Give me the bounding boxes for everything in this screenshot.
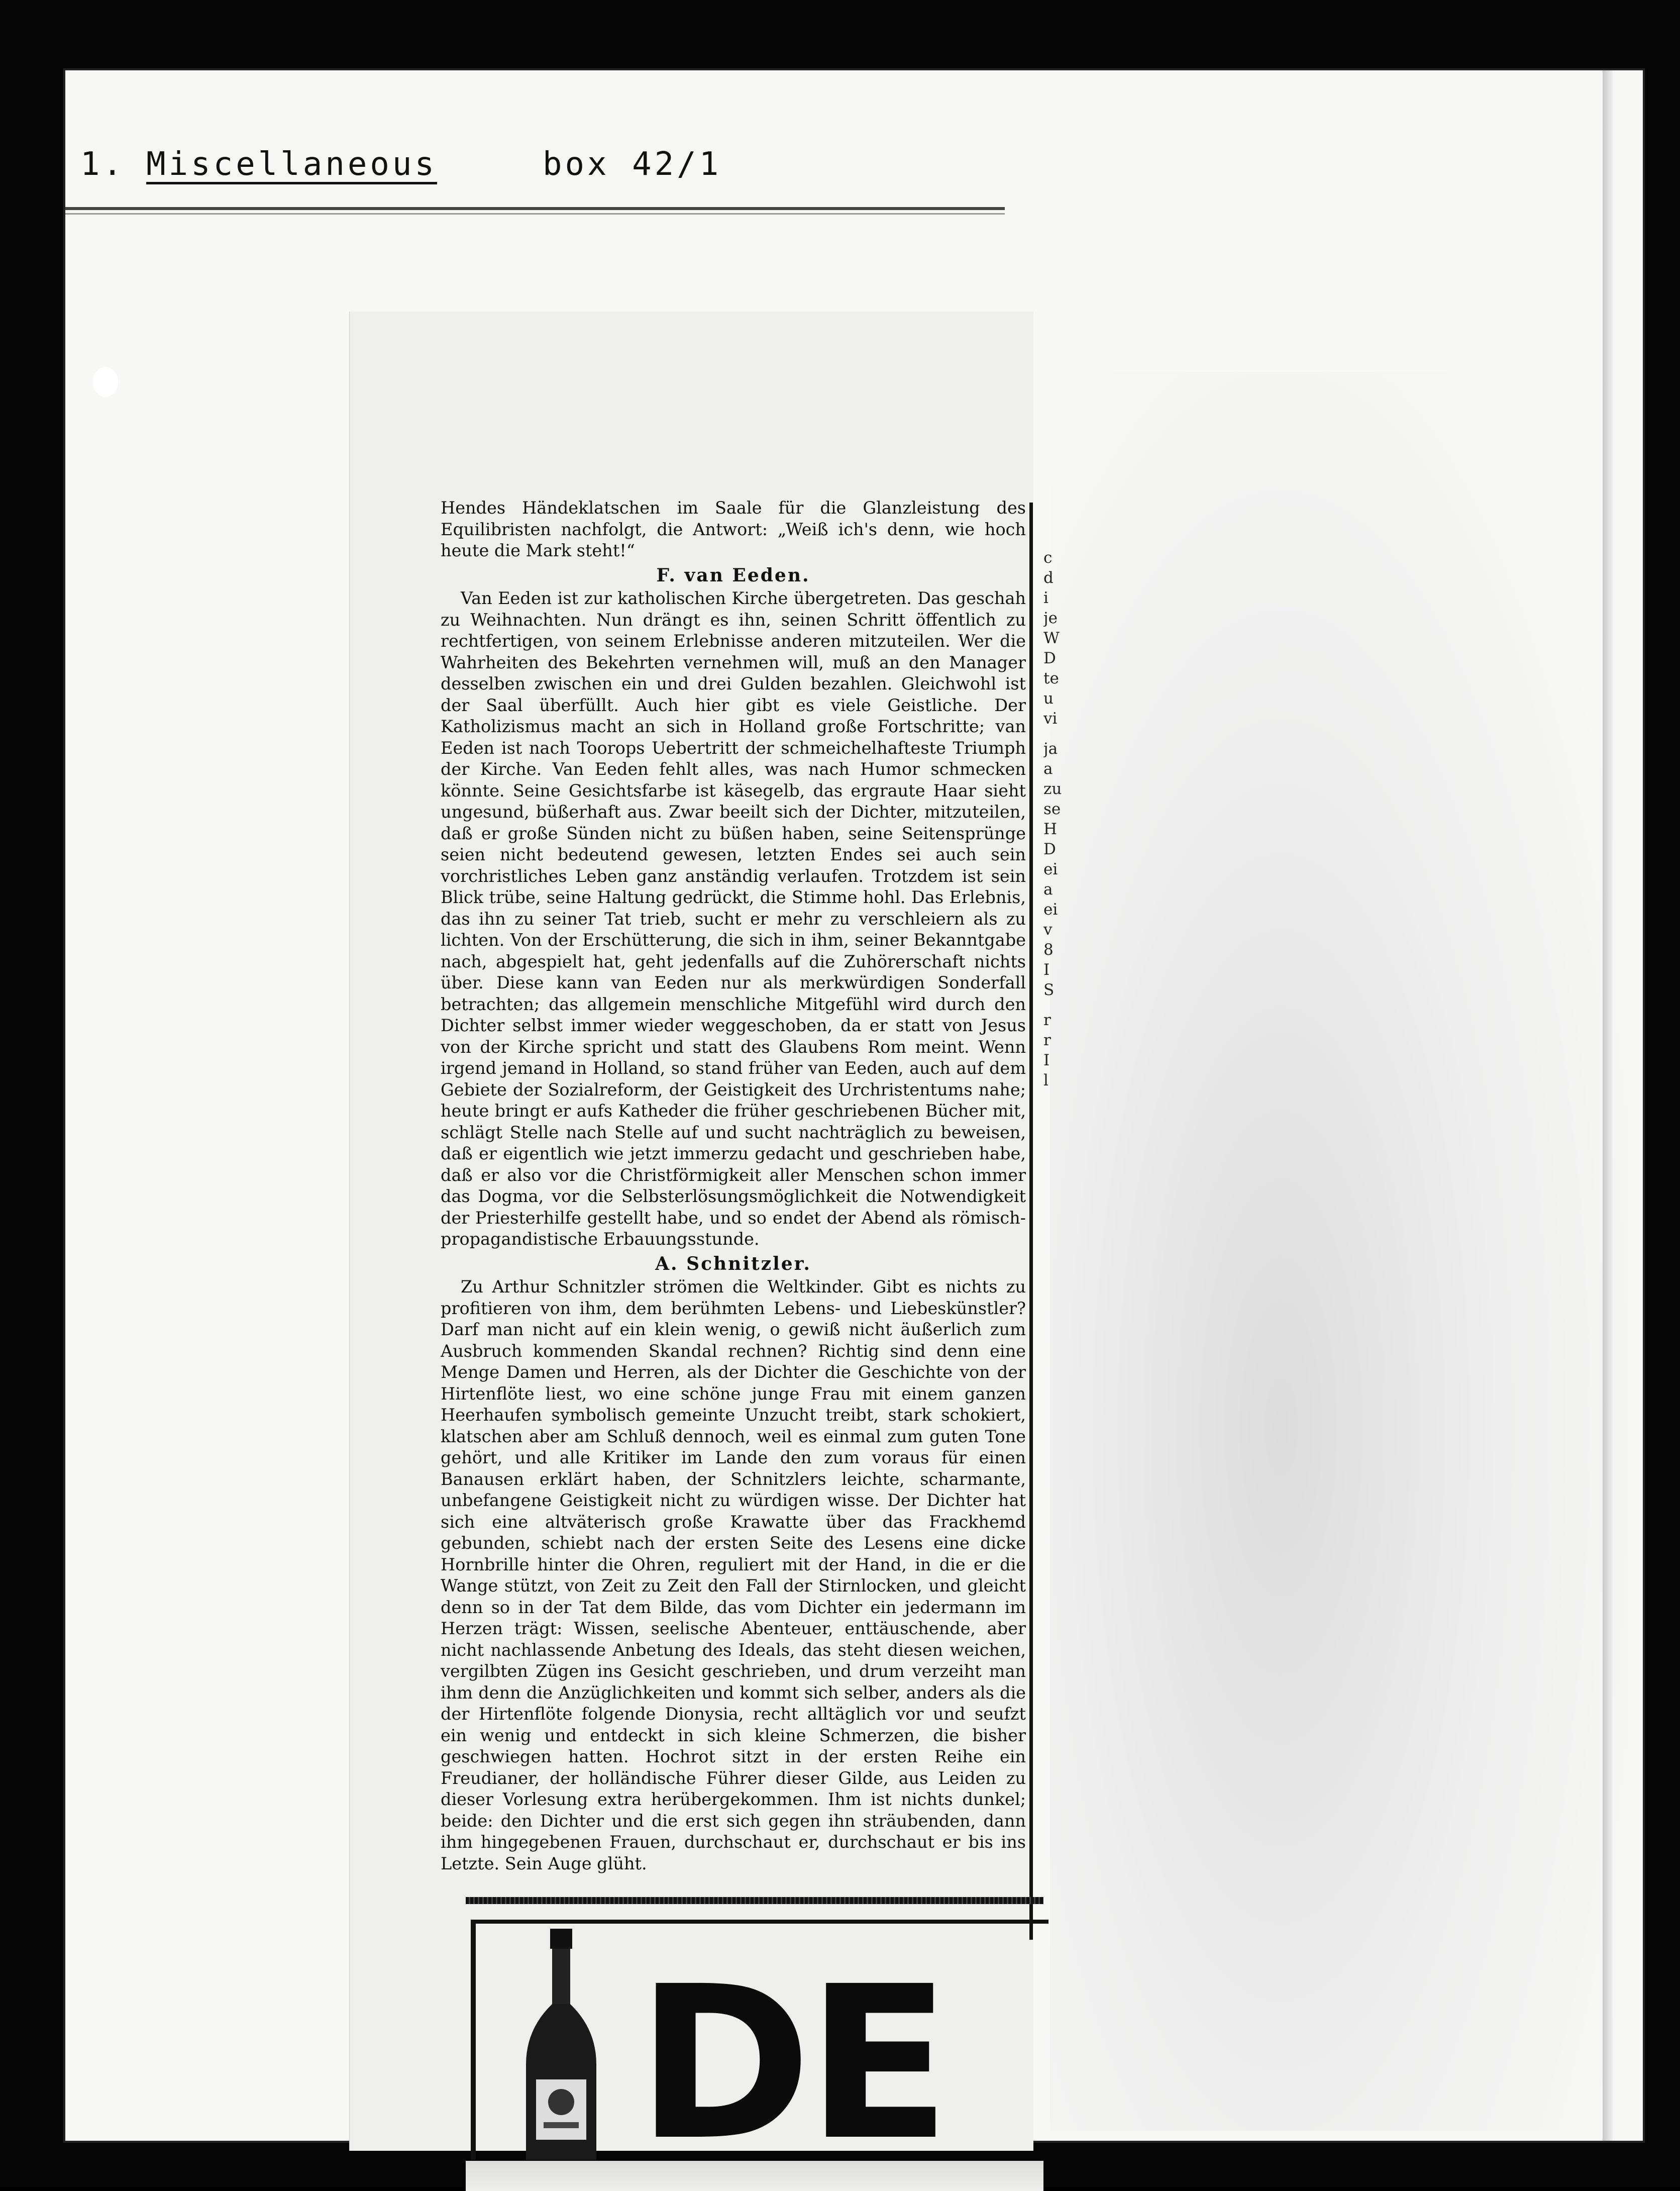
column-rule bbox=[1029, 503, 1033, 1940]
advertisement-headline: DE bbox=[637, 1941, 946, 2160]
fragment-text: D bbox=[1043, 840, 1056, 858]
section-heading-van-eeden: F. van Eeden. bbox=[656, 564, 810, 586]
fragment-text: I bbox=[1043, 961, 1050, 979]
fragment-text: ei bbox=[1043, 901, 1058, 919]
section-heading-schnitzler: A. Schnitzler. bbox=[655, 1253, 811, 1274]
section-text-schnitzler: Zu Arthur Schnitzler strömen die Weltkinder. Gibt es nichts zu profitieren von ihm, dem berühmten Lebens- und Liebeskünstler? Darf man nicht auf ein klein wenig, o gewiß nicht äußerlich zum Ausbruch kommenden Skandal rechnen? Richtig sind denn eine Menge Damen und Herren, als der Dichter die Geschichte von der Hirtenflöte liest, wo eine schöne junge Frau mit einem ganzen Heerhaufen symbolisch gemeinte Unzucht treibt, stark schokiert, klatschen aber am Schluß dennoch, weil es einmal zum guten Tone gehört, und alle Kritiker im Lande den zum voraus für einen Banausen erklärt haben, der Schnitzlers leichte, scharmante, unbefangene Geistigkeit nicht zu würdigen wisse. Der Dichter hat sich eine altväterisch große Krawatte über das Frackhemd gebunden, schiebt nach der ersten Seite des Lesens eine dicke Hornbrille hinter die Ohren, reguliert mit der Hand, in die er die Wange stützt, von Zeit zu Zeit den Fall der Stirnlocken, und gleicht denn so in der Tat dem Bilde, das vom Dichter ein jedermann im Herzen trägt: Wissen, seelische Abenteuer, enttäuschende, aber nicht nachlassende Anbetung des Ideals, das steht diesen weichen, vergilbten Zügen ins Gesicht geschrieben, und drum verzeiht man ihm denn die Anzüglichkeiten und kommt sich selber, anders als die der Hirtenflöte folgende Dionysia, recht alltäglich vor und seufzt ein wenig und entdeckt in sich kleine Schmerzen, die bisher geschwiegen hatten. Hochrot sitzt in der ersten Reihe ein Freudianer, der holländische Führer dieser Gilde, aus Leiden zu dieser Vorlesung extra herübergekommen. Ihm ist nichts dunkel; beide: den Dichter und die erst sich gegen ihn sträubenden, dann ihm hingegebenen Frauen, durchschaut er, durchschaut er bis ins Letzte. Sein Auge glüht. bbox=[441, 1277, 1026, 1873]
folder-header bbox=[80, 146, 721, 183]
fragment-text: l bbox=[1043, 1071, 1048, 1089]
article-intro: Hendes Händeklatschen im Saale für die Glanzleistung des Equilibristen nachfolgt, die Antwort: „Weiß ich's denn, wie hoch heute die Mark steht!“ bbox=[441, 498, 1026, 560]
fragment-text: D bbox=[1043, 649, 1056, 667]
folder-category: Miscellaneous bbox=[146, 146, 437, 183]
fragment-text: a bbox=[1043, 760, 1053, 778]
fragment-text: se bbox=[1043, 800, 1061, 818]
fragment-text: v bbox=[1043, 921, 1053, 939]
advertisement bbox=[471, 1920, 1048, 2160]
fragment-text: W bbox=[1043, 629, 1060, 647]
fragment-text: zu bbox=[1043, 780, 1062, 798]
fragment-text: d bbox=[1043, 569, 1054, 587]
punch-hole bbox=[93, 367, 118, 397]
archive-page bbox=[65, 70, 1643, 2160]
fragment-text: vi bbox=[1043, 710, 1058, 728]
newspaper-clipping bbox=[349, 312, 1062, 2160]
box-label: box 42/1 bbox=[542, 146, 722, 183]
fragment-text: ei bbox=[1043, 860, 1058, 878]
bottle-illustration bbox=[506, 1929, 616, 2160]
section-text-van-eeden: Van Eeden ist zur katholischen Kirche übergetreten. Das geschah zu Weihnachten. Nun drängt es ihn, seinen Schritt öffentlich zu rechtfertigen, von seinem Erlebnisse anderen mitzuteilen. Wer die Wahrheiten des Bekehrten vernehmen will, muß an den Manager desselben zwischen ein und drei Gulden bezahlen. Gleichwohl ist der Saal überfüllt. Auch hier gibt es viele Geistliche. Der Katholizismus macht an sich in Holland große Fortschritte; van Eeden ist nach Toorops Uebertritt der schmeichelhafteste Triumph der Kirche. Van Eeden fehlt alles, was nach Humor schmecken könnte. Seine Gesichtsfarbe ist käsegelb, das ergraute Haar sieht ungesund, büßerhaft aus. Zwar beeilt sich der Dichter, mitzuteilen, daß er große Sünden nicht zu büßen haben, seine Seitensprünge seien nicht bedeutend gewesen, letzten Endes sei auch sein vorchristliches Leben ganz anständig verlaufen. Trotzdem ist sein Blick trübe, seine Haltung gedrückt, die Stimme hohl. Das Erlebnis, das ihn zu seiner Tat trieb, sucht er mehr zu verschleiern als zu lichten. Von der Erschütterung, die sich in ihm, seiner Bekanntgabe nach, abgespielt hat, geht jedenfalls auf die Zuhörerschaft nichts über. Diese kann van Eeden nur als merkwürdigen Sonderfall betrachten; das allgemein menschliche Mitgefühl wird durch den Dichter selbst immer wieder weggeschoben, da er statt von Jesus von der Kirche spricht und statt des Glaubens Rom meint. Wenn irgend jemand in Holland, so stand früher van Eeden, auch auf dem Gebiete der Sozialreform, der Geistigkeit des Urchristentums nahe; heute bringt er aufs Katheder die früher geschriebenen Bücher mit, schlägt Stelle nach Stelle auf und sucht nachträglich zu beweisen, daß er eigentlich wie jetzt immerzu gedacht und geschrieben habe, daß er also vor die Christförmigkeit aller Menschen schon immer das Dogma, vor die Selbsterlösungsmöglichkeit die Notwendigkeit der Priesterhilfe gestellt habe, und so endet der Abend als römisch-propagandistische Erbauungsstunde. bbox=[441, 588, 1026, 1249]
fragment-text: r bbox=[1043, 1011, 1051, 1029]
paper-stain bbox=[1050, 372, 1628, 2131]
fragment-text: H bbox=[1043, 820, 1058, 838]
page-edge bbox=[1603, 70, 1613, 2141]
fragment-text: a bbox=[1043, 880, 1053, 899]
clipping-edge bbox=[466, 2161, 1043, 2191]
fragment-text: ja bbox=[1043, 740, 1058, 758]
fragment-text: c bbox=[1043, 549, 1053, 567]
advertisement-rule bbox=[466, 1897, 1043, 1904]
fragment-text: r bbox=[1043, 1031, 1051, 1049]
fragment-text: te bbox=[1043, 669, 1059, 687]
fragment-text: I bbox=[1043, 1051, 1050, 1069]
article-column bbox=[441, 497, 1026, 1940]
fragment-text: S bbox=[1043, 981, 1055, 999]
folder-number: 1. bbox=[80, 146, 126, 183]
adjacent-column-fragments bbox=[1043, 548, 1074, 1392]
fragment-text: u bbox=[1043, 689, 1054, 708]
header-divider-shadow bbox=[65, 213, 1005, 215]
header-divider bbox=[65, 207, 1005, 210]
fragment-text: i bbox=[1043, 589, 1048, 607]
fragment-text: je bbox=[1043, 609, 1058, 627]
fragment-text: 8 bbox=[1043, 941, 1054, 959]
